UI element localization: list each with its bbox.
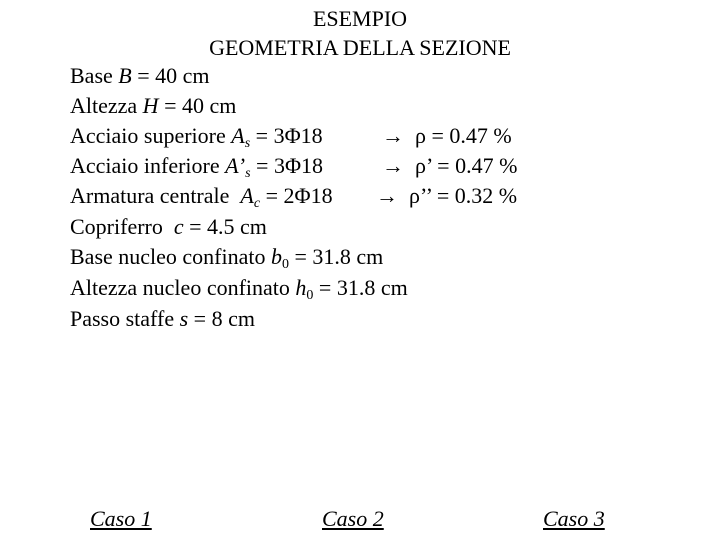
- ratio-acciaio-inferiore: → ρ’ = 0.47 %: [382, 153, 518, 178]
- param-altezza-nucleo: Altezza nucleo confinato $h_0 = 31.8$ cm: [70, 275, 408, 303]
- page-title: ESEMPIO: [312, 6, 408, 31]
- param-acciaio-inferiore: Acciaio inferiore $A’_s = 3\Phi 18$: [70, 153, 324, 181]
- param-armatura-centrale: Armatura centrale $A_c = 2\Phi 18$: [70, 183, 333, 211]
- case-1-link[interactable]: Caso 1: [90, 506, 152, 531]
- arrow-icon: →: [376, 183, 398, 208]
- param-passo-staffe: Passo staffe s = 8 cm: [70, 306, 255, 331]
- param-base-nucleo: Base nucleo confinato $b_0 = 31.8$ cm: [70, 244, 384, 272]
- param-altezza: Altezza H = 40 cm: [70, 93, 237, 118]
- section-subtitle: GEOMETRIA DELLA SEZIONE: [209, 35, 511, 60]
- param-acciaio-superiore: Acciaio superiore $A_s = 3\Phi 18$: [70, 123, 323, 151]
- param-copriferro: Copriferro c = 4.5 cm: [70, 214, 267, 239]
- ratio-acciaio-superiore: → ρ = 0.47 %: [382, 123, 512, 148]
- case-2-link[interactable]: Caso 2: [322, 506, 384, 531]
- arrow-icon: →: [382, 153, 404, 178]
- ratio-armatura-centrale: → ρ’’ = 0.32 %: [376, 183, 518, 208]
- param-base: Base B = 40 cm: [70, 63, 210, 88]
- arrow-icon: →: [382, 123, 404, 148]
- case-3-link[interactable]: Caso 3: [543, 506, 605, 531]
